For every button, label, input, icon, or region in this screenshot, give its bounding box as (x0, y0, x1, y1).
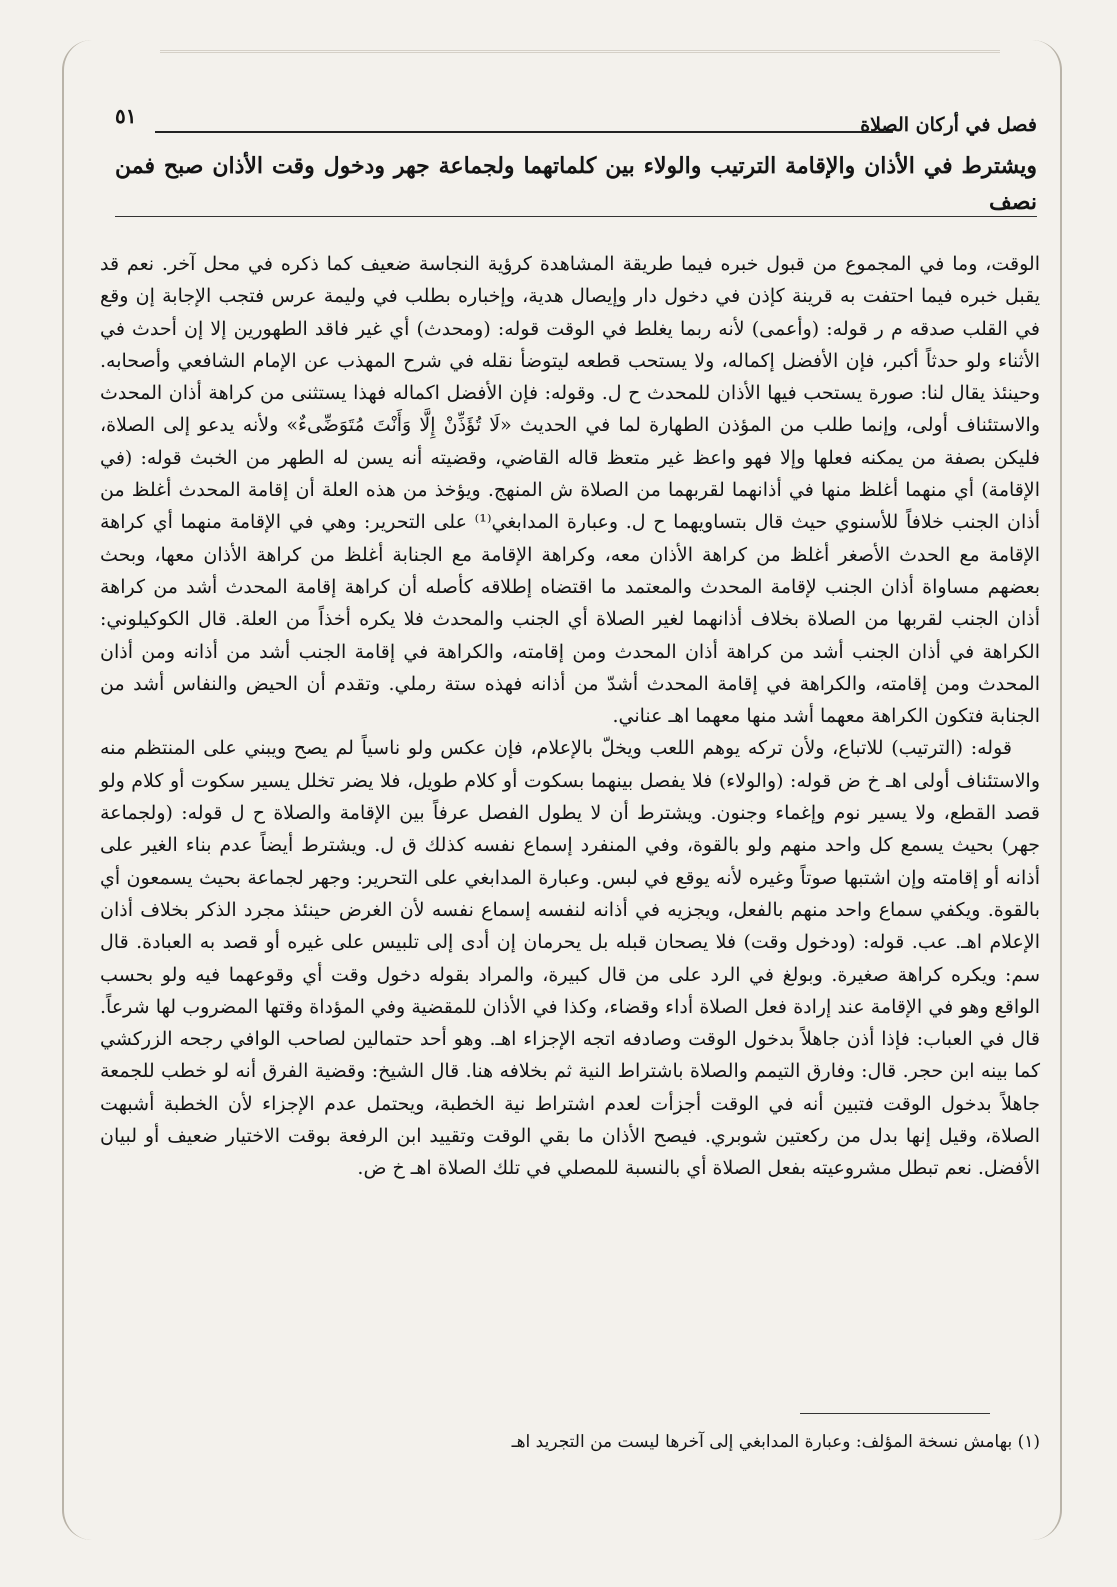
commentary-paragraph: الوقت، وما في المجموع من قبول خبره فيما طريقة المشاهدة كرؤية النجاسة ضعيف كما ذكره في محل آخر. نعم قد يقبل خبره فيما احتفت به قرينة كإذن في دخول دار وإيصال هدية، وإخباره بطلب في وليمة عرس فتجب الإجابة إن وقع في القلب صدقه م ر قوله: (وأعمى) لأنه ربما يغلط في الوقت قوله: (ومحدث) أي غير فاقد الطهورين إلا إن أحدث في الأثناء ولو حدثاً أكبر، فإن الأفضل إكماله، ولا يستحب قطعه ليتوضأ نقله في شرح المهذب عن الإمام الشافعي وأصحابه. وحينئذ يقال لنا: صورة يستحب فيها الأذان للمحدث ح ل. وقوله: فإن الأفضل اكماله فهذا يستثنى من كراهة أذان المحدث والاستئناف أولى، وإنما طلب من المؤذن الطهارة لما في الحديث «لَا تُؤَذِّنْ إِلَّا وَأَنْتَ مُتَوَضِّىءٌ» ولأنه يدعو إلى الصلاة، فليكن بصفة من يمكنه فعلها وإلا فهو واعظ غير متعظ قاله القاضي، وقضيته أنه يسن له الطهر من الخبث قوله: (في الإقامة) أي منهما أغلظ منها في أذانهما لقربهما من الصلاة ش المنهج. ويؤخذ من هذه العلة أن إقامة المحدث أغلظ من أذان الجنب خلافاً للأسنوي حيث قال بتساويهما ح ل. وعبارة المدابغي⁽¹⁾ على التحرير: وهي في الإقامة منهما أي كراهة الإقامة مع الحدث الأصغر أغلظ من كراهة الأذان معه، وكراهة الإقامة مع الجنابة أغلظ من كراهة الأذان معها، وبحث بعضهم مساواة أذان الجنب لإقامة المحدث والمعتمد ما اقتضاه إطلاقه كأصله أن كراهة إقامة المحدث أشد من كراهة أذان الجنب لقربها من الصلاة بخلاف أذانهما لغير الصلاة أي الجنب والمحدث فلا يكره أخذاً من العلة. قال الكوكيلوني: الكراهة في أذان الجنب أشد من كراهة أذان المحدث ومن إقامته، والكراهة في إقامة الجنب أشد من أذانه ومن أذان المحدث ومن إقامته، والكراهة في إقامة المحدث أشدّ من أذانه فهذه ستة رملي. وتقدم أن الحيض والنفاس أشد من الجنابة فتكون الكراهة معهما أشد منها معهما اهـ عناني. (100, 253, 1041, 728)
page-number: ٥١ (115, 104, 137, 128)
chapter-title: فصل في أركان الصلاة (860, 114, 1037, 136)
footnote-rule (800, 1413, 990, 1414)
footnote: (١) بهامش نسخة المؤلف: وعبارة المدابغي إلى آخرها ليست من التجريد اهـ (511, 1432, 1040, 1452)
matn-separator-rule (115, 216, 1037, 217)
commentary-body (100, 248, 1040, 1185)
matn-text: ويشترط في الأذان والإقامة الترتيب والولاء بين كلماتهما ولجماعة جهر ودخول وقت الأذان صبح فمن نصف (115, 153, 1037, 215)
commentary-paragraph: قوله: (الترتيب) للاتباع، ولأن تركه يوهم اللعب ويخلّ بالإعلام، فإن عكس ولو ناسياً لم يصح ويبني على المنتظم منه والاستئناف أولى اهـ خ ض قوله: (والولاء) فلا يفصل بينهما بسكوت أو كلام طويل، فلا يضر تخلل يسير سكوت أو كلام ولو قصد القطع، ولا يسير نوم وإغماء وجنون. ويشترط أن لا يطول الفصل عرفاً بين الإقامة والصلاة ح ل قوله: (ولجماعة جهر) بحيث يسمع كل واحد منهم ولو بالقوة، وفي المنفرد إسماع نفسه كذلك ق ل. ويشترط أيضاً عدم بناء الغير على أذانه أو إقامته وإن اشتبها صوتاً وغيره لأنه يوقع في لبس. وعبارة المدابغي على التحرير: وجهر لجماعة بحيث يسمعون أي بالقوة. ويكفي سماع واحد منهم بالفعل، ويجزيه في أذانه لنفسه إسماع نفسه لأن الغرض حينئذ مجرد الذكر بخلاف أذان الإعلام اهـ. عب. قوله: (ودخول وقت) فلا يصحان قبله بل يحرمان إن أدى إلى تلبيس على غيره أو قصد به العبادة. قال سم: ويكره كراهة صغيرة. وبولغ في الرد على من قال كبيرة، والمراد بقوله دخول وقت أي وقوعهما فيه ولو بحسب الواقع وهو في الإقامة عند إرادة فعل الصلاة أداء وقضاء، وكذا في الأذان للمقضية وفي المؤداة وقتها المضروب لها شرعاً. قال في العباب: فإذا أذن جاهلاً بدخول الوقت وصادفه اتجه الإجزاء اهـ. وهو أحد حتمالين لصاحب الوافي رجحه الزركشي كما بينه ابن حجر. قال: وفارق التيمم والصلاة باشتراط النية ثم بخلافه هنا. قال الشيخ: وقضية الفرق أنه لو خطب للجمعة جاهلاً بدخول الوقت فتبين أنه في الوقت أجزأت لعدم اشتراط نية الخطبة، ويحتمل عدم الإجزاء لأن الخطبة أشبهت الصلاة، وقيل إنها بدل من ركعتين شوبري. فيصح الأذان ما بقي الوقت وتقييد ابن الرفعة بوقت الاختيار ضعيف أو لبيان الأفضل. نعم تبطل مشروعيته بفعل الصلاة أي بالنسبة للمصلي في تلك الصلاة اهـ خ ض. (100, 737, 1040, 1180)
header-rule (155, 131, 893, 133)
top-ornament (160, 50, 1000, 75)
running-header (115, 100, 1037, 142)
